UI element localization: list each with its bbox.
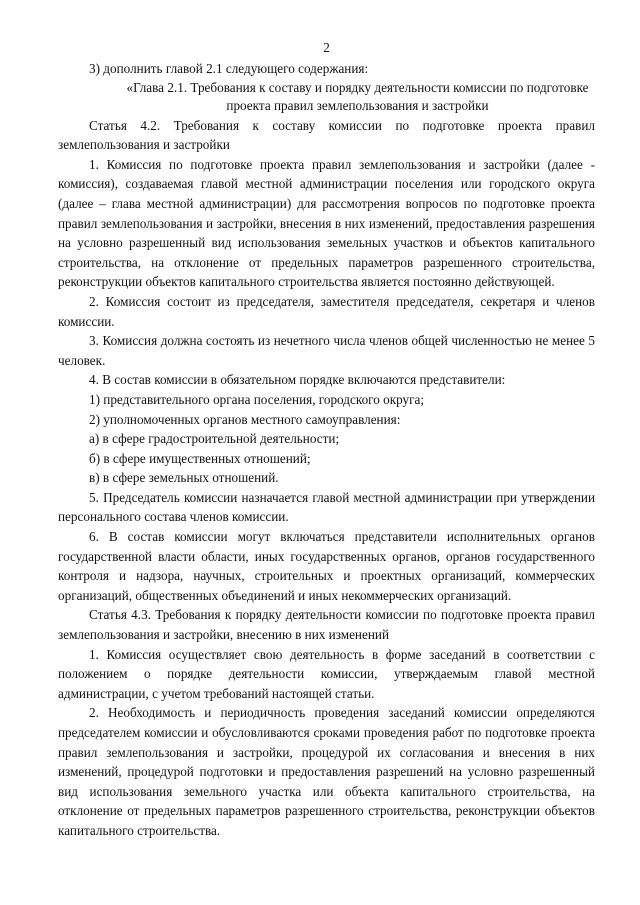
list-item-property: б) в сфере имущественных отношений; [89, 450, 311, 466]
paragraph-4-2-item-6: 6. В состав комиссии могут включаться представители исполнительных органов государственной власти области, иных государственных органов, органов государственного контроля и надзора, научных, строительных и проектных организаций, коммерческих организаций, общественных объединений и иных некоммерческих организаций. [58, 529, 595, 603]
paragraph-4-2-item-1: 1. Комиссия по подготовке проекта правил землепользования и застройки (далее - комиссия), создаваемая главой местной администрации поселения или городского округа (далее – глава местной администрации) для рассмотрения вопросов по подготовке проекта правил землепользования и застройки, внесения в них изменений, предоставления разрешения на условно разрешенный вид использования земельных участков и объектов капитального строительства, на отклонение от предельных параметров разрешенного строительства, реконструкции объектов капитального строительства является постоянно действующей. [58, 156, 595, 290]
page-number: 2 [323, 40, 330, 55]
paragraph-4-2-item-4: 4. В состав комиссии в обязательном порядке включаются представители: [89, 372, 506, 388]
article-4-2-heading: Статья 4.2. Требования к составу комиссии по подготовке проекта правил землепользования и застройки [58, 117, 595, 153]
paragraph-4-2-item-5: 5. Председатель комиссии назначается главой местной администрации при утверждении персонального состава членов комиссии. [58, 489, 595, 525]
paragraph-4-3-item-1: 1. Комиссия осуществляет свою деятельность в форме заседаний в соответствии с положением о порядке деятельности комиссии, утверждаемым главой местной администрации, с учетом требований настоящей статьи. [58, 646, 595, 701]
paragraph-4-2-item-3: 3. Комиссия должна состоять из нечетного числа членов общей численностью не менее 5 человек. [58, 333, 595, 368]
document-page [58, 38, 595, 841]
paragraph-4-2-item-2: 2. Комиссия состоит из председателя, заместителя председателя, секретаря и членов комиссии. [58, 293, 595, 329]
chapter-title: «Глава 2.1. Требования к составу и порядку деятельности комиссии по подготовке проекта правил землепользования и застройки [126, 79, 589, 114]
list-item-representative-body: 1) представительного органа поселения, городского округа; [89, 391, 425, 407]
paragraph-amendment-intro: 3) дополнить главой 2.1 следующего содержания: [89, 61, 369, 76]
list-item-authorized-bodies: 2) уполномоченных органов местного самоуправления: [89, 411, 401, 427]
article-4-3-heading: Статья 4.3. Требования к порядку деятельности комиссии по подготовке проекта правил землепользования и застройки, внесению в них изменений [58, 607, 595, 643]
paragraph-4-3-item-2: 2. Необходимость и периодичность проведения заседаний комиссии определяются председателем комиссии и обусловливаются сроками проведения работ по подготовке проекта правил землепользования и застройки, процедурой их согласования и внесения в них изменений, процедурой подготовки и предоставления разрешений на условно разрешенный вид использования земельного участка или объекта капитального строительства, на отклонение от предельных параметров разрешенного строительства, реконструкции объектов капитального строительства. [58, 705, 595, 838]
list-item-land: в) в сфере земельных отношений. [89, 470, 279, 486]
list-item-urban-planning: а) в сфере градостроительной деятельности; [89, 431, 340, 447]
